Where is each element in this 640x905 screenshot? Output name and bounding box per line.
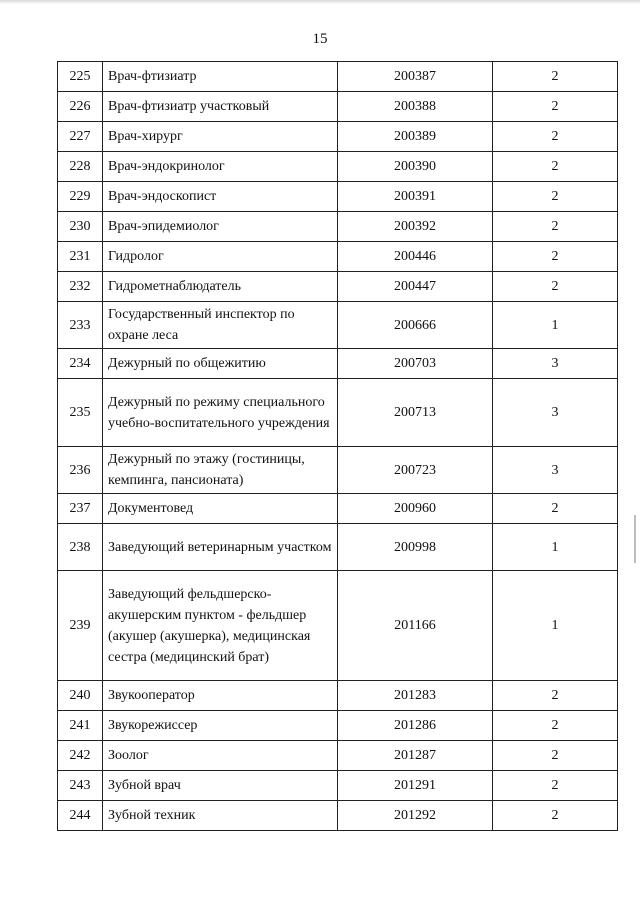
position-category: 2	[493, 152, 618, 182]
position-category: 2	[493, 92, 618, 122]
position-code: 200389	[338, 122, 493, 152]
table-row	[58, 349, 618, 379]
position-category: 1	[493, 571, 618, 681]
position-name: Звукорежиссер	[103, 711, 338, 741]
row-number: 234	[58, 349, 103, 379]
position-code: 201292	[338, 801, 493, 831]
table-row	[58, 62, 618, 92]
position-code: 200388	[338, 92, 493, 122]
scan-top-edge	[0, 0, 640, 4]
position-code: 200960	[338, 494, 493, 524]
position-category: 3	[493, 447, 618, 494]
row-number: 233	[58, 302, 103, 349]
table-row	[58, 379, 618, 447]
position-name: Зоолог	[103, 741, 338, 771]
position-category: 2	[493, 681, 618, 711]
position-name: Врач-эндоскопист	[103, 182, 338, 212]
position-code: 201283	[338, 681, 493, 711]
position-category: 2	[493, 741, 618, 771]
positions-table-body	[58, 62, 618, 831]
position-category: 2	[493, 771, 618, 801]
row-number: 238	[58, 524, 103, 571]
position-name: Врач-эпидемиолог	[103, 212, 338, 242]
position-category: 2	[493, 212, 618, 242]
position-name: Документовед	[103, 494, 338, 524]
row-number: 236	[58, 447, 103, 494]
row-number: 235	[58, 379, 103, 447]
position-name: Врач-фтизиатр	[103, 62, 338, 92]
position-name: Врач-фтизиатр участковый	[103, 92, 338, 122]
row-number: 239	[58, 571, 103, 681]
position-name: Гидрометнаблюдатель	[103, 272, 338, 302]
position-code: 200446	[338, 242, 493, 272]
position-category: 3	[493, 379, 618, 447]
position-name: Врач-хирург	[103, 122, 338, 152]
row-number: 242	[58, 741, 103, 771]
row-number: 225	[58, 62, 103, 92]
row-number: 232	[58, 272, 103, 302]
table-row	[58, 741, 618, 771]
position-code: 201166	[338, 571, 493, 681]
position-code: 200392	[338, 212, 493, 242]
position-name: Дежурный по этажу (гостиницы, кемпинга, пансионата)	[103, 447, 338, 494]
position-name: Гидролог	[103, 242, 338, 272]
table-row	[58, 494, 618, 524]
position-category: 2	[493, 62, 618, 92]
table-row	[58, 447, 618, 494]
position-name: Зубной врач	[103, 771, 338, 801]
position-category: 2	[493, 242, 618, 272]
row-number: 244	[58, 801, 103, 831]
table-row	[58, 801, 618, 831]
position-code: 200723	[338, 447, 493, 494]
position-name: Заведующий ветеринарным участком	[103, 524, 338, 571]
row-number: 241	[58, 711, 103, 741]
position-code: 200713	[338, 379, 493, 447]
position-code: 200391	[338, 182, 493, 212]
table-row	[58, 92, 618, 122]
table-row	[58, 771, 618, 801]
table-row	[58, 272, 618, 302]
table-row	[58, 681, 618, 711]
row-number: 237	[58, 494, 103, 524]
position-code: 200703	[338, 349, 493, 379]
position-code: 200387	[338, 62, 493, 92]
position-name: Государственный инспектор по охране леса	[103, 302, 338, 349]
position-category: 1	[493, 302, 618, 349]
position-name: Звукооператор	[103, 681, 338, 711]
position-category: 3	[493, 349, 618, 379]
table-row	[58, 212, 618, 242]
row-number: 226	[58, 92, 103, 122]
position-name: Зубной техник	[103, 801, 338, 831]
scan-margin-mark	[634, 515, 636, 563]
table-row	[58, 122, 618, 152]
position-category: 2	[493, 801, 618, 831]
row-number: 229	[58, 182, 103, 212]
position-category: 2	[493, 272, 618, 302]
row-number: 240	[58, 681, 103, 711]
row-number: 228	[58, 152, 103, 182]
table-row	[58, 711, 618, 741]
position-code: 200998	[338, 524, 493, 571]
position-name: Дежурный по режиму специального учебно-воспитательного учреждения	[103, 379, 338, 447]
position-code: 200666	[338, 302, 493, 349]
position-name: Врач-эндокринолог	[103, 152, 338, 182]
position-category: 1	[493, 524, 618, 571]
position-category: 2	[493, 494, 618, 524]
table-row	[58, 524, 618, 571]
row-number: 230	[58, 212, 103, 242]
position-code: 201286	[338, 711, 493, 741]
position-category: 2	[493, 122, 618, 152]
table-row	[58, 182, 618, 212]
position-name: Дежурный по общежитию	[103, 349, 338, 379]
table-row	[58, 571, 618, 681]
position-category: 2	[493, 711, 618, 741]
page-number: 15	[312, 31, 328, 47]
positions-table	[57, 61, 618, 831]
position-name: Заведующий фельдшерско-акушерским пунктом - фельдшер (акушер (акушерка), медицинская сестра (медицинский брат)	[103, 571, 338, 681]
position-code: 200390	[338, 152, 493, 182]
position-category: 2	[493, 182, 618, 212]
position-code: 200447	[338, 272, 493, 302]
table-row	[58, 242, 618, 272]
table-row	[58, 302, 618, 349]
row-number: 231	[58, 242, 103, 272]
row-number: 243	[58, 771, 103, 801]
table-row	[58, 152, 618, 182]
position-code: 201287	[338, 741, 493, 771]
row-number: 227	[58, 122, 103, 152]
position-code: 201291	[338, 771, 493, 801]
